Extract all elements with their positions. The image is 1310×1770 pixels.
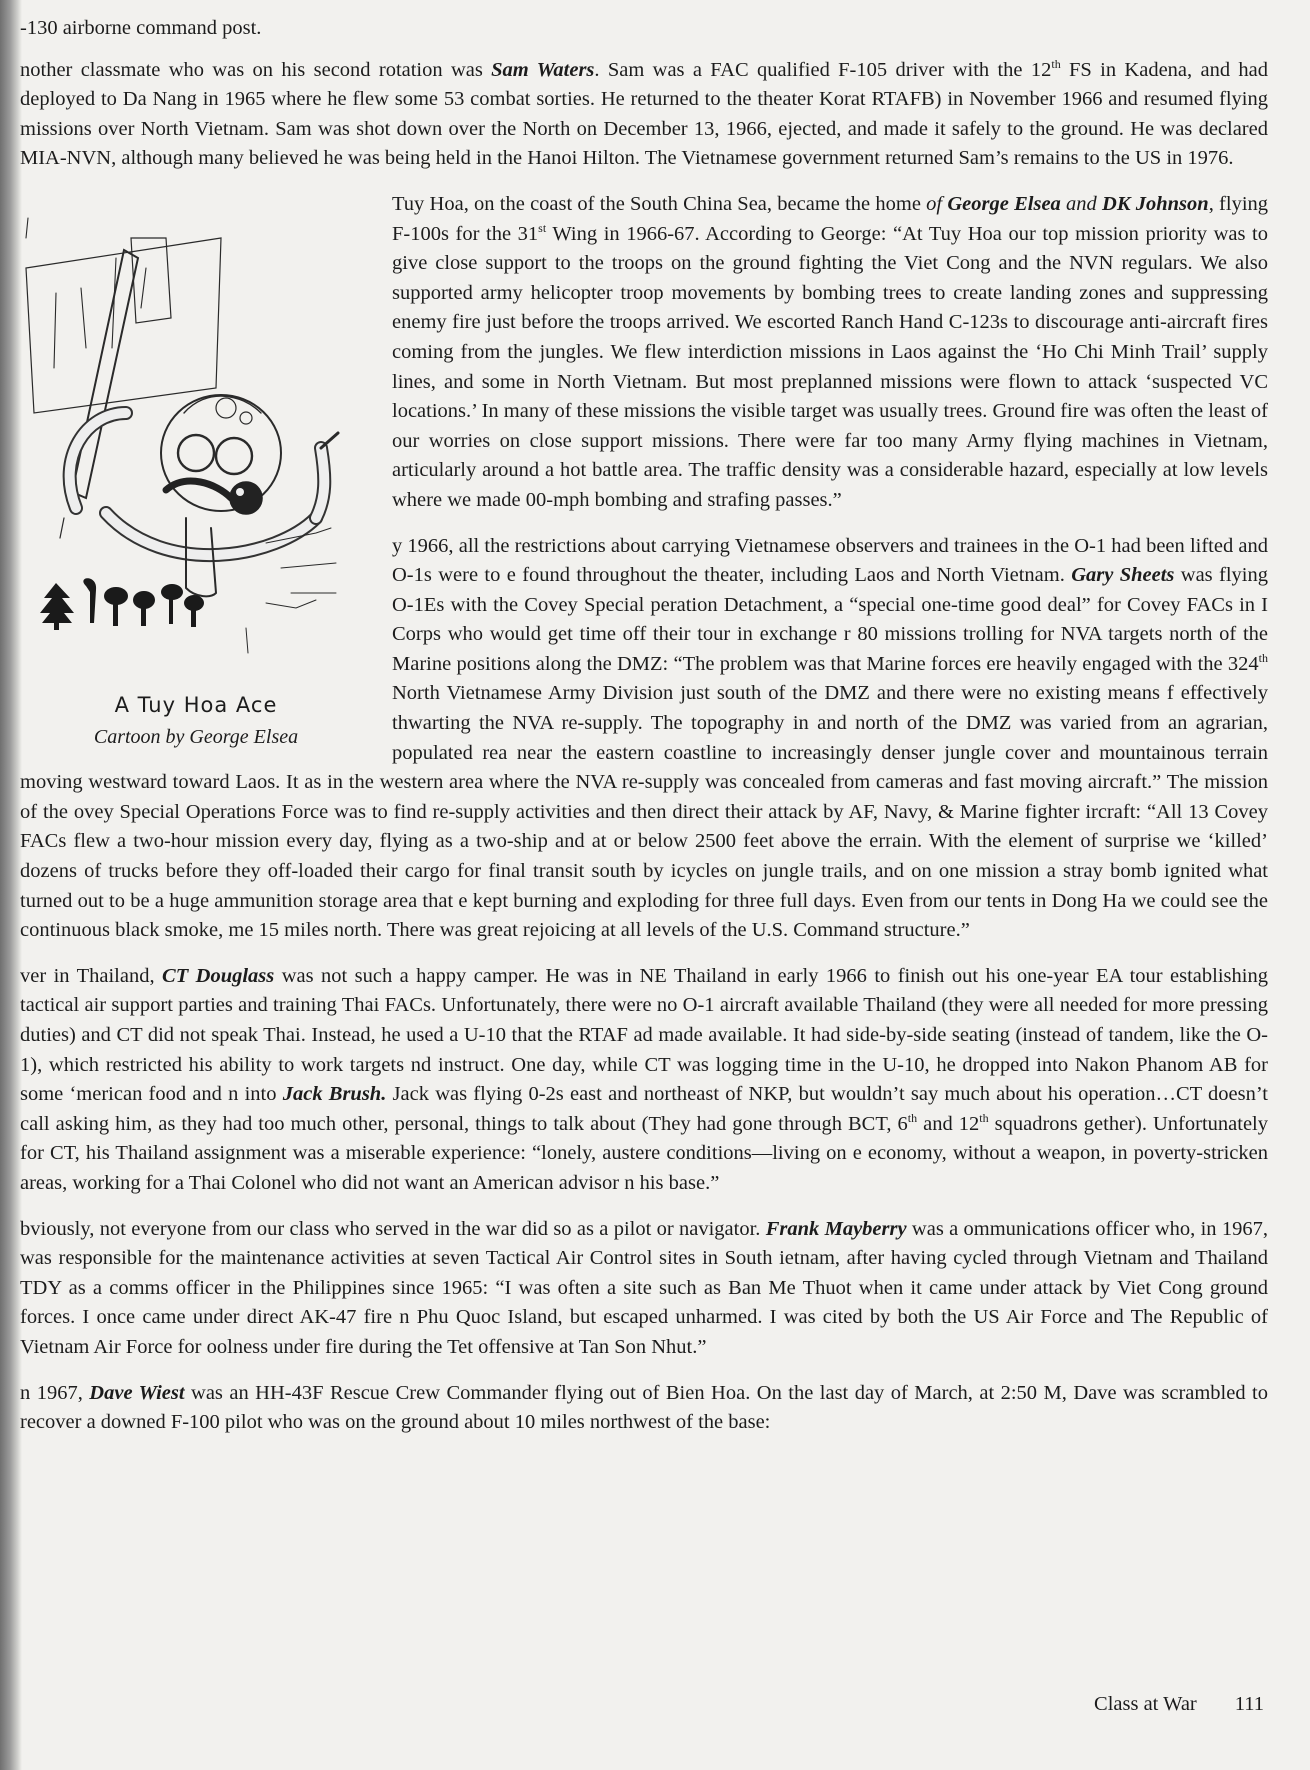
text: nother classmate who was on his second rotation was xyxy=(20,58,492,81)
page-footer xyxy=(1094,1693,1264,1716)
text: , flying F-100s for the 31 xyxy=(392,192,1269,245)
text: North Vietnamese Army Division just south of the DMZ and there were no existing means f effectively thwarting the NVA re-supply. The topography in and north of the DMZ was varied from an agrarian, populated rea near the eastern coastline to increasingly denser jungle cover and mountainous terrain moving westward toward Laos. It as in the western area where the NVA re-supply was concealed from cameras and fast moving aircraft.” The mission of the ovey Special Operations Force was to find re-supply activities and then direct their attack by AF, Navy, & Marine fighter ircraft: “All 13 Covey FACs flew a two-hour mission every day, flying as a two-ship and at or below 2500 feet above the errain. With the element of surprise we ‘killed’ dozens of trucks before they off-loaded their cargo for final transit south by icycles on jungle trails, and on one mission a stray bomb ignited what turned out to be a huge ammunition storage area that e kept burning and exploding for three full days. Even from our tents in Dong Ha we could see the continuous black smoke, me 15 miles north. There was great rejoicing at all levels of the U.S. Command structure.” xyxy=(20,682,1268,942)
text: and 12 xyxy=(917,1112,980,1135)
footer-book-title: Class at War xyxy=(1094,1693,1197,1715)
name-jack-brush: Jack Brush. xyxy=(282,1083,387,1106)
text: was not such a happy camper. He was in NE Thailand in early 1966 to finish out his one-year EA tour establishing tactical air support parties and training Thai FACs. Unfortunately, there were no O-1 aircraft available Thailand (they were all needed for more pressing duties) and CT did not speak Thai. Instead, he used a U-10 that the RTAF ad made available. It had side-by-side seating (instead of tandem, like the O-1), which restricted his ability to work targets nd instruct. One day, while CT was logging time in the U-10, he dropped into Nakon Phanom AB for some ‘merican food and n into xyxy=(20,964,1268,1106)
text: was a ommunications officer who, in 1967, was responsible for the maintenance activities at seven Tactical Air Control sites in South ietnam, after having cycled through Vietnam and Thailand TDY as a comms officer in the Philippines since 1965: “I was often a site such as Ban Me Thuot when it came under attack by Viet Cong ground forces. I once came under direct AK-47 fire n Phu Quoc Island, but escaped unharmed. I was cited by both the US Air Force and The Republic of Vietnam Air Force for oolness under fire during the Tet offensive at Tan Son Nhut.” xyxy=(20,1217,1268,1358)
superscript: th xyxy=(979,1110,989,1125)
text-of: of xyxy=(926,192,943,215)
text: was an HH-43F Rescue Crew Commander flying out of Bien Hoa. On the last day of March, at 2:50 M, Dave was scrambled to recover a downed F-100 pilot who was on the ground about 10 miles northwest of the base: xyxy=(20,1381,1269,1434)
superscript: st xyxy=(538,220,547,235)
name-dave-wiest: Dave Wiest xyxy=(89,1381,185,1404)
name-frank-mayberry: Frank Mayberry xyxy=(765,1217,907,1240)
text: squadrons gether). Unfortunately for CT, his Thailand assignment was a miserable experience: “lonely, austere conditions—living on e economy, without a weapon, in poverty-stricken areas, working for a Thai Colonel who did not want an American advisor n his base.” xyxy=(20,1112,1268,1194)
figure-title: A Tuy Hoa Ace xyxy=(114,692,278,717)
intro-line-text: -130 airborne command post. xyxy=(20,17,262,39)
text: bviously, not everyone from our class who served in the war did so as a pilot or navigator. xyxy=(20,1217,766,1240)
name-george-elsea: George Elsea xyxy=(947,192,1061,215)
cartoon-figure xyxy=(16,190,376,750)
name-ct-douglass: CT Douglass xyxy=(162,964,275,987)
page-number: 111 xyxy=(1234,1693,1264,1715)
document-page xyxy=(20,14,1268,1454)
text-and: and xyxy=(1060,192,1103,215)
superscript: th xyxy=(907,1110,918,1125)
name-sam-waters: Sam Waters xyxy=(491,58,595,81)
name-dk-johnson: DK Johnson xyxy=(1102,192,1209,215)
paragraph-sam-waters xyxy=(20,56,1268,174)
text: Tuy Hoa, on the coast of the South China Sea, became the home xyxy=(392,192,927,215)
text: Wing in 1966-67. According to George: “At Tuy Hoa our top mission priority was to give close support to the troops on the ground fighting the Viet Cong and the NVN regulars. We also supported army helicopter troop movements by bombing trees to create landing zones and suppressing enemy fire just before the troops arrived. We escorted Ranch Hand C-123s to discourage anti-aircraft fires coming from the jungles. We flew interdiction missions in Laos against the ‘Ho Chi Minh Trail’ supply lines, and some in North Vietnam. But most preplanned missions were flown to attack ‘suspected VC locations.’ In many of these missions the visible target was usually trees. Ground fire was often the least of our worries on close support missions. There were far too many Army flying machines in Vietnam, articularly around a hot battle area. The traffic density was a considerable hazard, especially at low levels where we made 00-mph bombing and strafing passes.” xyxy=(392,222,1268,511)
paragraph-ct-douglass xyxy=(20,962,1268,1199)
cartoon-drawing xyxy=(16,198,376,690)
intro-line xyxy=(20,14,1268,44)
figure-credit: Cartoon by George Elsea xyxy=(93,725,299,748)
text: n 1967, xyxy=(20,1381,90,1404)
text: FS in Kadena, and had deployed to Da Nang in 1965 where he flew some 53 combat sorties. He returned to the theater Korat RTAFB) in November 1966 and resumed flying missions over North Vietnam. Sam was shot down over the North on December 13, 1966, ejected, and made it safely to the ground. He was declared MIA-NVN, although many believed he was being held in the Hanoi Hilton. The Vietnamese government returned Sam’s remains to the US in 1976. xyxy=(20,58,1268,170)
text: . Sam was a FAC qualified F-105 driver with the 12 xyxy=(594,58,1052,81)
text: Jack was flying 0-2s east and northeast of NKP, but wouldn’t say much about his operation…CT doesn’t call asking him, as they had too much other, personal, things to talk about (They had gone through BCT, 6 xyxy=(20,1083,1268,1135)
name-gary-sheets: Gary Sheets xyxy=(1071,564,1175,587)
superscript: th xyxy=(1051,56,1061,71)
text: y 1966, all the restrictions about carrying Vietnamese observers and trainees in the O-1 had been lifted and O-1s were to e found throughout the theater, including Laos and North Vietnam. xyxy=(392,534,1268,587)
text: was flying O-1Es with the Covey Special peration Detachment, a “special one-time good deal” for Covey FACs in I Corps who would get time off their tour in exchange r 80 missions trolling for NVA targets north of the Marine positions along the DMZ: “The problem was that Marine forces ere heavily engaged with the 324 xyxy=(392,564,1268,675)
text: ver in Thailand, xyxy=(20,964,163,987)
paragraph-frank-mayberry xyxy=(20,1215,1268,1363)
superscript: th xyxy=(1258,651,1268,666)
paragraph-dave-wiest xyxy=(20,1379,1268,1438)
